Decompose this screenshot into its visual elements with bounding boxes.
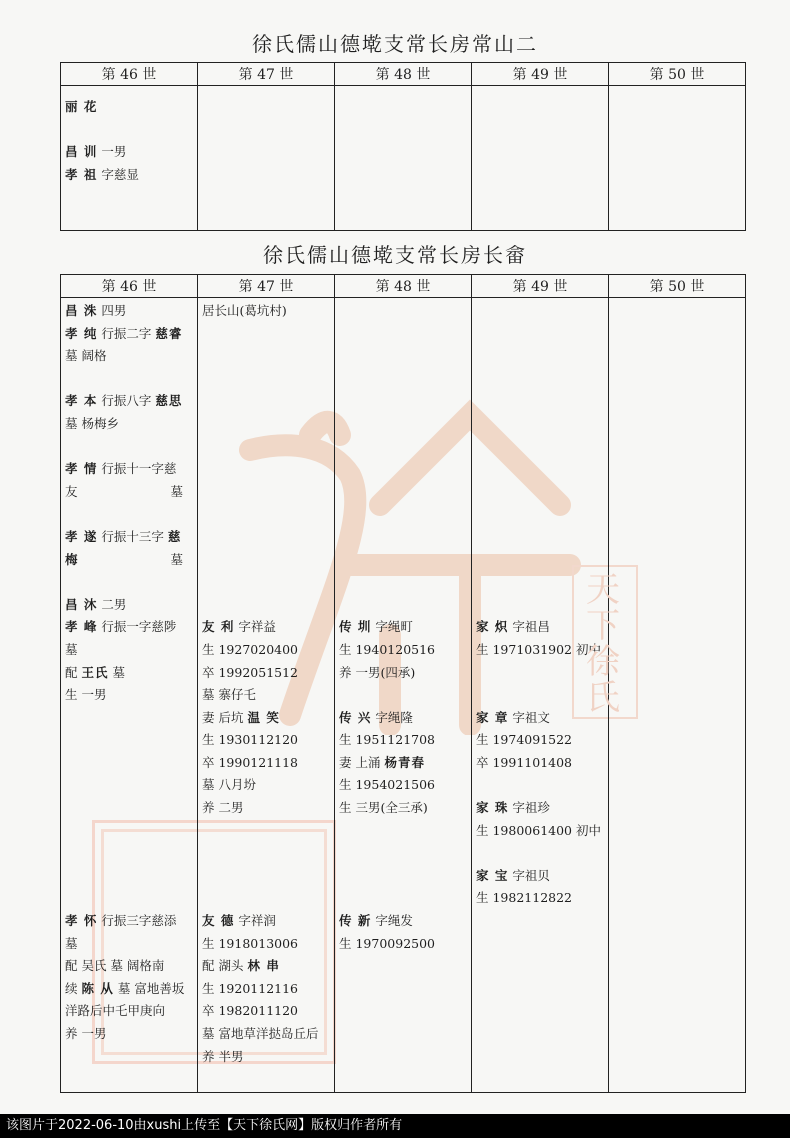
person-name: 传 兴	[339, 709, 372, 725]
entry-text: 墓 富地善坂	[117, 980, 185, 996]
entry-line	[339, 842, 467, 865]
entry-text: 上涌	[355, 754, 381, 770]
entry-text: 行振三字慈添	[101, 913, 177, 929]
entry-line	[339, 820, 467, 843]
entry-text: 养 半男	[202, 1048, 244, 1064]
entry-text: 墓	[65, 935, 78, 951]
entry-line	[476, 684, 604, 707]
entry-line	[476, 707, 604, 730]
entry-line	[476, 526, 604, 549]
entry-line	[202, 1023, 330, 1046]
entry-line	[339, 639, 467, 662]
entry-line	[339, 933, 467, 956]
entry-text: 洋路后中乇甲庚向	[65, 1003, 166, 1019]
entry-line	[339, 549, 467, 572]
relation-prefix: 妻	[202, 709, 215, 725]
gen-49-cell	[472, 298, 609, 1093]
entry-line	[65, 119, 193, 142]
entry-text: 养 二男	[202, 800, 244, 816]
entry-line	[202, 503, 330, 526]
entry-line	[339, 323, 467, 346]
entry-text: 卒 1982011120	[202, 1003, 299, 1019]
entry-line	[476, 774, 604, 797]
entry-text: 生 1974091522	[476, 732, 573, 748]
generation-header: 第 47 世	[198, 275, 335, 298]
entry-line	[65, 436, 193, 459]
entry-line	[476, 887, 604, 910]
entry-text: 生 1927020400	[202, 641, 299, 657]
entry-text: 卒 1992051512	[202, 664, 299, 680]
person-name: 孝 纯	[65, 325, 98, 341]
entry-line	[202, 820, 330, 843]
entry-line	[476, 594, 604, 617]
gen-49-cell	[472, 86, 609, 231]
entry-line	[65, 481, 193, 504]
generation-table-2	[60, 274, 746, 1093]
entry-line	[65, 594, 193, 617]
entry-line	[476, 820, 604, 843]
generation-header: 第 48 世	[335, 63, 472, 86]
entry-line	[202, 865, 330, 888]
entry-line	[202, 662, 330, 685]
entry-text: 墓 富地草洋挞岛丘后	[202, 1026, 319, 1041]
entry-line	[339, 368, 467, 391]
entry-text: 生 1951121708	[339, 732, 436, 748]
entry-line	[339, 774, 467, 797]
person-name: 孝 遂	[65, 528, 98, 544]
entry-line	[339, 458, 467, 481]
entry-line	[339, 910, 467, 933]
entry-line	[476, 865, 604, 888]
entry-text: 行振二字	[101, 325, 152, 341]
entry-text: 养 一男	[65, 1026, 107, 1041]
entry-line	[339, 481, 467, 504]
relation-prefix: 配	[202, 958, 215, 974]
entry-line	[202, 842, 330, 865]
entry-text: 生 1970092500	[339, 935, 436, 951]
entry-line	[65, 865, 193, 888]
entry-text: 墓 寨仔乇	[202, 687, 256, 703]
entry-line	[65, 458, 193, 481]
entry-line	[476, 729, 604, 752]
entry-line	[65, 752, 193, 775]
entry-line	[202, 368, 330, 391]
entry-line	[65, 413, 193, 436]
entry-text: 卒 1991101408	[476, 754, 573, 770]
entry-line	[476, 662, 604, 685]
generation-header: 第 46 世	[61, 63, 198, 86]
generation-header: 第 49 世	[472, 275, 609, 298]
entry-line	[339, 707, 467, 730]
entry-line	[476, 616, 604, 639]
entry-line	[202, 1000, 330, 1023]
entry-line	[65, 390, 193, 413]
entry-line	[339, 797, 467, 820]
entry-line	[65, 141, 193, 164]
entry-line	[476, 797, 604, 820]
entry-text: 生 一男	[65, 687, 107, 703]
footer-copyright: 该图片于2022-06-10由xushi上传至【天下徐氏网】版权归作者所有	[0, 1114, 790, 1138]
entry-text: 生 1940120516	[339, 641, 436, 657]
entry-line	[202, 549, 330, 572]
entry-text: 行振十一字慈	[101, 461, 177, 477]
entry-text: 友	[65, 483, 78, 499]
entry-line	[202, 594, 330, 617]
person-name: 家 宝	[476, 867, 509, 883]
entry-line	[65, 345, 193, 368]
entry-text: 生 1920112116	[202, 980, 299, 996]
entry-line	[65, 933, 193, 956]
person-name: 孝 峰	[65, 619, 98, 635]
entry-line	[65, 96, 193, 119]
entry-text: 行振八字	[101, 393, 152, 409]
entry-line	[202, 481, 330, 504]
entry-line	[65, 797, 193, 820]
entry-line	[65, 549, 193, 572]
entry-line	[476, 323, 604, 346]
entry-line	[202, 774, 330, 797]
person-name: 孝 本	[65, 393, 98, 409]
entry-line	[65, 1000, 193, 1023]
person-name: 昌 训	[65, 144, 98, 160]
gen-46-cell	[61, 86, 198, 231]
entry-line	[476, 571, 604, 594]
entry-text: 居长山(葛坑村)	[202, 303, 287, 318]
person-name: 王氏	[81, 664, 109, 680]
generation-header: 第 47 世	[198, 63, 335, 86]
entry-line	[476, 345, 604, 368]
entry-line	[65, 571, 193, 594]
entry-line	[65, 300, 193, 323]
entry-line	[476, 842, 604, 865]
entry-line	[339, 729, 467, 752]
entry-line	[476, 390, 604, 413]
entry-line	[202, 933, 330, 956]
entry-line	[202, 887, 330, 910]
person-name: 传 新	[339, 913, 372, 929]
entry-line	[202, 571, 330, 594]
entry-line	[339, 345, 467, 368]
gen-50-cell	[609, 86, 746, 231]
generation-header: 第 48 世	[335, 275, 472, 298]
gen-48-cell	[335, 298, 472, 1093]
person-name: 传 圳	[339, 619, 372, 635]
entry-text: 墓 杨梅乡	[65, 415, 119, 431]
entry-line	[339, 662, 467, 685]
entry-line	[65, 503, 193, 526]
person-name: 家 章	[476, 709, 509, 725]
entry-line	[65, 842, 193, 865]
entry-text: 生 三男(全三承)	[339, 800, 428, 816]
entry-line	[476, 503, 604, 526]
entry-line	[339, 887, 467, 910]
entry-line	[65, 526, 193, 549]
person-name: 丽 花	[65, 99, 98, 114]
person-name: 慈思	[155, 393, 183, 409]
entry-text: 续	[65, 980, 78, 996]
generation-header: 第 49 世	[472, 63, 609, 86]
entry-line	[339, 865, 467, 888]
entry-line	[339, 503, 467, 526]
entry-text: 字祖珍	[512, 800, 550, 816]
entry-line	[476, 458, 604, 481]
entry-text: 生 1954021506	[339, 777, 436, 793]
entry-line	[202, 910, 330, 933]
entry-line	[202, 413, 330, 436]
entry-line	[202, 323, 330, 346]
entry-line	[202, 752, 330, 775]
entry-line	[202, 616, 330, 639]
person-name: 友 利	[202, 619, 235, 635]
entry-text: 生 1971031902 初中	[476, 641, 601, 657]
watermark-text: 天下徐氏	[586, 570, 620, 718]
entry-line	[476, 549, 604, 572]
entry-text: 墓	[112, 664, 126, 680]
entry-line	[65, 978, 193, 1001]
entry-line	[339, 300, 467, 323]
entry-text: 生 1930112120	[202, 732, 299, 748]
gen-47-cell	[198, 298, 335, 1093]
entry-text: 字祖贝	[512, 867, 550, 883]
entry-line	[202, 729, 330, 752]
entry-line	[476, 481, 604, 504]
person-name: 家 珠	[476, 800, 509, 816]
gen-47-cell	[198, 86, 335, 231]
entry-line	[476, 300, 604, 323]
entry-text: 字祥益	[238, 619, 276, 635]
gen-48-cell	[335, 86, 472, 231]
entry-line	[476, 413, 604, 436]
entry-line	[65, 910, 193, 933]
entry-line	[202, 639, 330, 662]
entry-text: 一男	[101, 144, 127, 160]
entry-text: 湖头	[218, 958, 244, 974]
entry-text-right: 墓	[170, 551, 183, 567]
person-name: 陈 从	[81, 980, 114, 996]
person-name: 孝 情	[65, 461, 98, 477]
person-name: 梅	[65, 551, 79, 567]
entry-text-right: 墓	[170, 483, 183, 499]
entry-text: 墓 阔格	[65, 348, 107, 364]
generation-header: 第 50 世	[609, 63, 746, 86]
entry-line	[65, 616, 193, 639]
entry-text: 字慈显	[101, 166, 139, 182]
person-name: 家 炽	[476, 619, 509, 635]
entry-text: 后坑	[218, 709, 244, 725]
entry-line	[65, 368, 193, 391]
entry-line	[202, 390, 330, 413]
entry-line	[339, 752, 467, 775]
person-name: 孝 怀	[65, 913, 98, 929]
entry-text: 字绳町	[375, 619, 413, 635]
relation-prefix: 妻	[339, 754, 352, 770]
entry-line	[65, 662, 193, 685]
entry-line	[339, 390, 467, 413]
entry-line	[476, 436, 604, 459]
person-name: 慈睿	[155, 325, 183, 341]
entry-text: 卒 1990121118	[202, 754, 299, 770]
entry-line	[202, 707, 330, 730]
entry-line	[202, 526, 330, 549]
entry-line	[202, 978, 330, 1001]
entry-line	[65, 1023, 193, 1046]
entry-text: 配	[65, 664, 78, 680]
entry-line	[65, 639, 193, 662]
entry-line	[202, 955, 330, 978]
person-name: 友 德	[202, 913, 235, 929]
entry-text: 生 1918013006	[202, 935, 299, 951]
entry-text: 二男	[101, 596, 127, 612]
entry-line	[339, 526, 467, 549]
entry-line	[202, 345, 330, 368]
generation-table-1	[60, 62, 746, 231]
entry-line	[339, 616, 467, 639]
person-name: 孝 祖	[65, 166, 98, 182]
page-title-table-2: 徐氏儒山德墘支常长房长畲	[263, 243, 527, 267]
entry-line	[202, 797, 330, 820]
person-name: 昌 洙	[65, 303, 98, 318]
person-name: 温 笑	[247, 709, 280, 725]
entry-line	[65, 164, 193, 187]
generation-header: 第 46 世	[61, 275, 198, 298]
entry-text: 养 一男(四承)	[339, 664, 416, 680]
person-name: 林 串	[247, 958, 280, 974]
entry-line	[339, 436, 467, 459]
entry-text: 行振一字慈陟	[101, 619, 177, 635]
entry-text: 生 1982112822	[476, 890, 573, 906]
entry-line	[65, 887, 193, 910]
entry-line	[65, 684, 193, 707]
entry-text: 四男	[101, 303, 127, 318]
gen-50-cell	[609, 298, 746, 1093]
entry-line	[202, 684, 330, 707]
entry-line	[65, 955, 193, 978]
entry-text: 墓	[65, 641, 78, 657]
entry-text: 配 吴氏 墓 阔格南	[65, 958, 165, 974]
generation-header: 第 50 世	[609, 275, 746, 298]
person-name: 昌 沐	[65, 596, 98, 612]
gen-46-cell	[61, 298, 198, 1093]
entry-line	[65, 323, 193, 346]
entry-text: 字祥润	[238, 913, 276, 929]
entry-line	[65, 729, 193, 752]
entry-line	[202, 436, 330, 459]
person-name: 杨青春	[384, 754, 426, 770]
page-title-table-1: 徐氏儒山德墘支常长房常山二	[252, 32, 538, 56]
entry-line	[202, 300, 330, 323]
entry-line	[339, 594, 467, 617]
entry-line	[65, 774, 193, 797]
entry-text: 字祖文	[512, 709, 550, 725]
entry-line	[202, 458, 330, 481]
entry-line	[339, 684, 467, 707]
entry-line	[476, 752, 604, 775]
entry-line	[202, 1046, 330, 1069]
entry-line	[65, 820, 193, 843]
entry-text: 字绳发	[375, 913, 413, 929]
person-name: 慈	[167, 528, 182, 544]
entry-line	[339, 571, 467, 594]
entry-line	[476, 368, 604, 391]
entry-line	[339, 413, 467, 436]
entry-text: 生 1980061400 初中	[476, 822, 601, 838]
entry-text: 行振十三字	[101, 528, 164, 544]
entry-text: 字祖昌	[512, 619, 550, 635]
entry-text: 墓 八月坋	[202, 777, 256, 793]
entry-line	[65, 707, 193, 730]
entry-line	[476, 639, 604, 662]
entry-text: 字绳隆	[375, 709, 413, 725]
